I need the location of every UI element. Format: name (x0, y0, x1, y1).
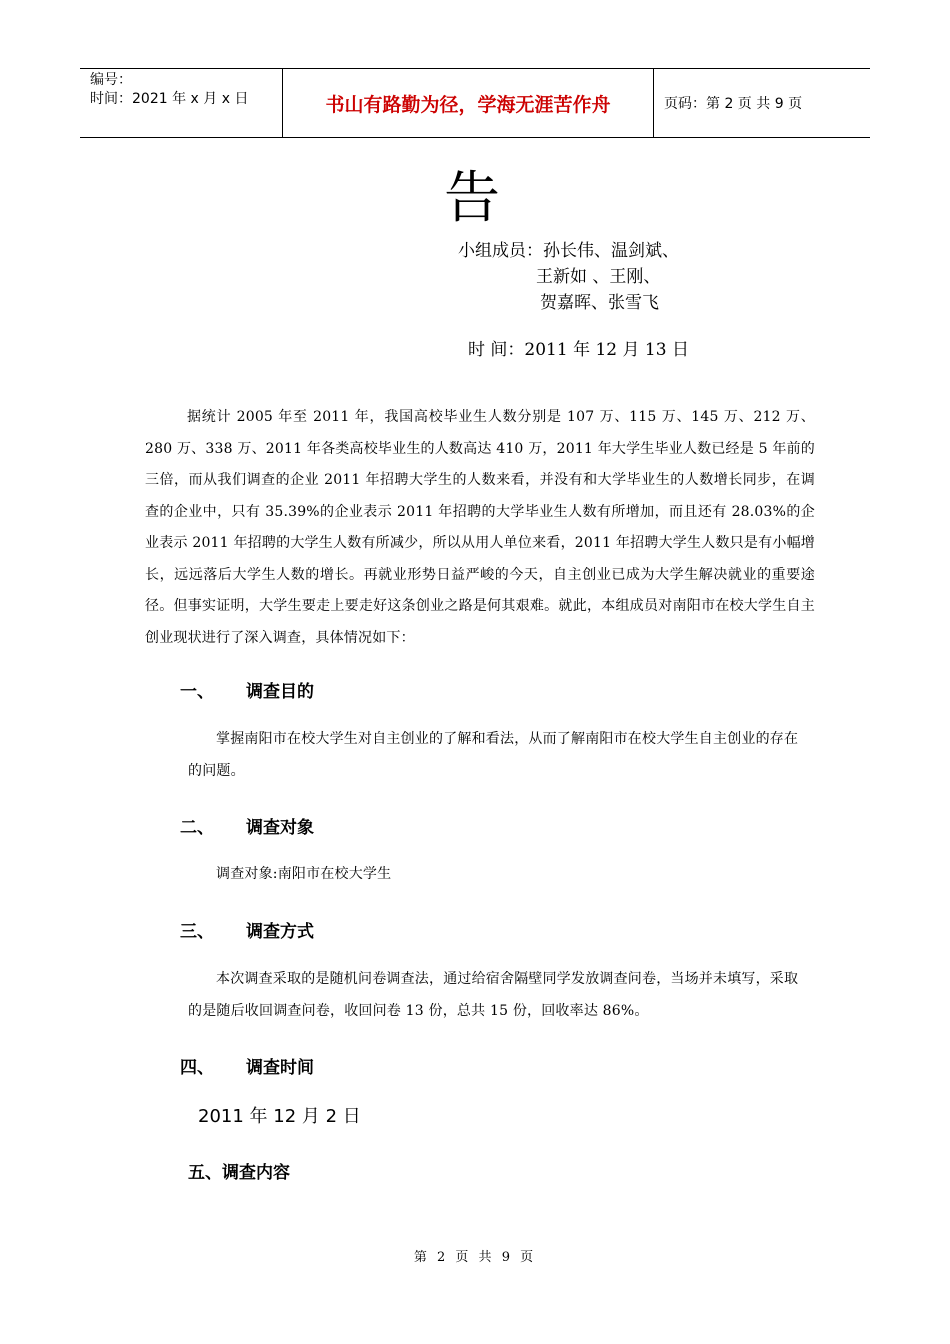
page-title-fragment: 告 (444, 166, 500, 231)
report-date: 时 间：2011 年 12 月 13 日 (468, 340, 689, 360)
header-motto: 书山有路勤为径，学海无涯苦作舟 (282, 69, 654, 137)
time-label: 时间：2021 年 x 月 x 日 (90, 91, 249, 107)
section-number: 二、 (180, 818, 214, 838)
document-header (80, 68, 870, 138)
section-heading-time (180, 1053, 314, 1078)
section-title: 调查时间 (246, 1058, 314, 1078)
members-line-2: 王新如 、王刚、 (536, 267, 661, 287)
section-heading-method (180, 917, 314, 942)
section-body-method: 本次调查采取的是随机问卷调查法，通过给宿舍隔壁同学发放调查问卷，当场并未填写，采取的是随后收回调查问卷，收回问卷 13 份，总共 15 份，回收率达 86%。 (188, 971, 799, 1019)
section-heading-content: 五、调查内容 (188, 1163, 290, 1183)
page-footer: 第 2 页 共 9 页 (413, 1250, 537, 1265)
section-heading-purpose (180, 677, 314, 702)
section-number: 三、 (180, 922, 214, 942)
section-heading-subject (180, 813, 314, 838)
section-body-purpose: 掌握南阳市在校大学生对自主创业的了解和看法，从而了解南阳市在校大学生自主创业的存在的问题。 (188, 731, 799, 779)
members-line-3: 贺嘉晖、张雪飞 (540, 293, 659, 313)
section-title: 调查目的 (246, 682, 314, 702)
header-meta (80, 69, 282, 137)
section-number: 四、 (180, 1058, 214, 1078)
section-title: 调查方式 (246, 922, 314, 942)
section-number: 一、 (180, 682, 214, 702)
section-body-time: 2011 年 12 月 2 日 (198, 1106, 361, 1127)
header-page-label: 页码：第 2 页 共 9 页 (664, 96, 803, 112)
number-label: 编号： (90, 72, 132, 88)
section-body-subject: 调查对象:南阳市在校大学生 (216, 866, 392, 882)
members-line-1: 小组成员：孙长伟、温剑斌、 (458, 241, 679, 261)
intro-paragraph: 据统计 2005 年至 2011 年，我国高校毕业生人数分别是 107 万、115 万、145 万、212 万、280 万、338 万、2011 年各类高校毕业生的人数高达 410 万，2011 年大学生毕业人数已经是 5 年前的三倍，而从我们调查的企业 2011 年招聘大学生的人数来看，并没有和大学毕业生的人数增长同步，在调查的企业中，只有 35.39%的企业表示 2011 年招聘的大学毕业生人数有所增加，而且还有 28.03%的企业表示 2011 年招聘的大学生人数有所减少，所以从用人单位来看，2011 年招聘大学生人数只是有小幅增长，远远落后大学生人数的增长。再就业形势日益严峻的今天，自主创业已成为大学生解决就业的重要途径。但事实证明，大学生要走上要走好这条创业之路是何其艰难。就此，本组成员对南阳市在校大学生自主创业现状进行了深入调查，具体情况如下： (145, 409, 815, 646)
section-title: 调查对象 (246, 818, 314, 838)
